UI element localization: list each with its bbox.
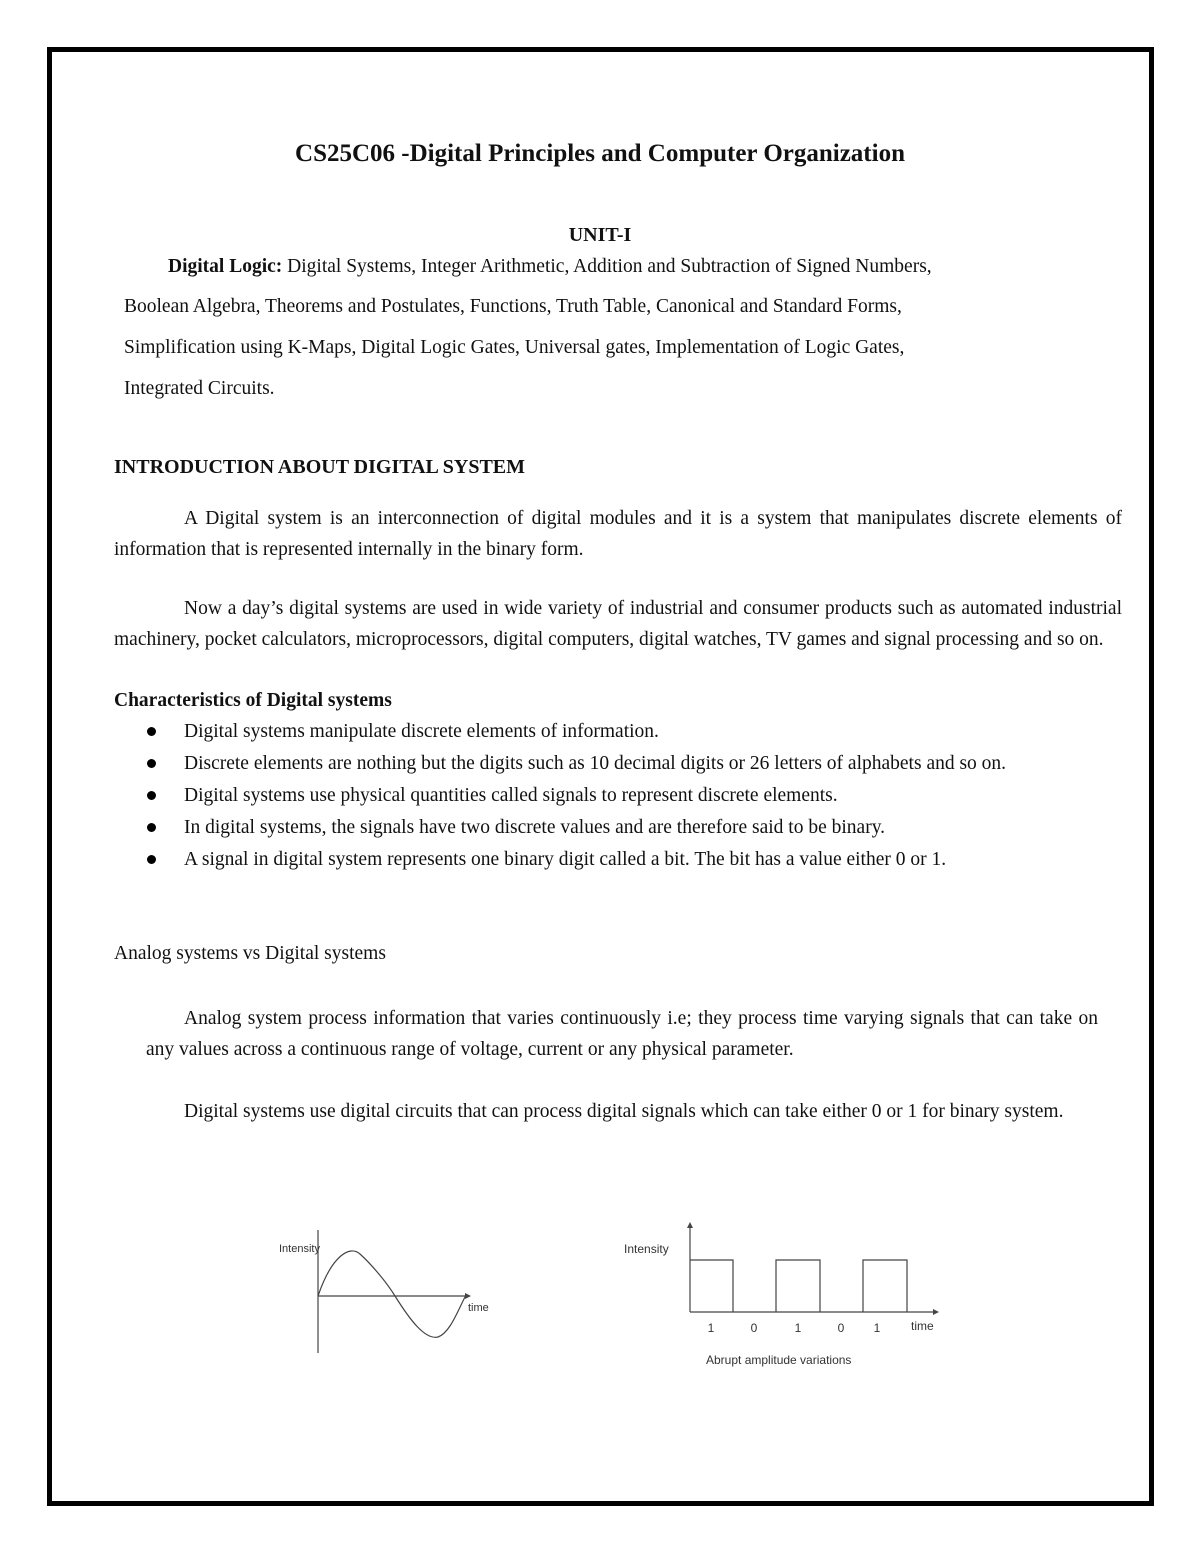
intro-paragraph-1-text: A Digital system is an interconnection of digital modules and it is a system that manipulates discrete elements of information that is represented internally in the binary form.	[114, 508, 1122, 560]
bullet-icon	[147, 791, 156, 800]
intro-paragraph-1	[114, 503, 1122, 565]
intro-paragraph-2-text: Now a day’s digital systems are used in wide variety of industrial and consumer products such as automated industrial machinery, pocket calculators, microprocessors, digital computers, digital watches, TV games and signal processing and so on.	[114, 598, 1122, 650]
analog-paragraph	[146, 1003, 1098, 1065]
bit-label: 0	[750, 1321, 758, 1335]
syllabus-line-3: Simplification using K-Maps, Digital Logic Gates, Universal gates, Implementation of Logic Gates,	[124, 337, 905, 358]
analog-x-label: time	[468, 1302, 489, 1314]
bit-label: 1	[707, 1321, 715, 1335]
digital-signal-figure	[615, 1222, 950, 1372]
syllabus-line-2: Boolean Algebra, Theorems and Postulates, Functions, Truth Table, Canonical and Standard Forms,	[124, 296, 902, 317]
intro-paragraph-2	[114, 593, 1122, 655]
bullet-icon	[147, 855, 156, 864]
syllabus-line-1-text: Digital Systems, Integer Arithmetic, Addition and Subtraction of Signed Numbers,	[282, 256, 932, 277]
bullet-icon	[147, 823, 156, 832]
characteristics-list	[114, 716, 1074, 876]
digital-paragraph	[146, 1096, 1098, 1127]
list-item: Discrete elements are nothing but the digits such as 10 decimal digits or 26 letters of alphabets and so on.	[114, 748, 1074, 780]
bit-label: 1	[794, 1321, 802, 1335]
bit-label: 1	[873, 1321, 881, 1335]
digital-x-arrow-icon	[933, 1309, 939, 1315]
list-item: Digital systems manipulate discrete elements of information.	[114, 716, 1074, 748]
list-item: Digital systems use physical quantities called signals to represent discrete elements.	[114, 780, 1074, 812]
characteristics-heading: Characteristics of Digital systems	[114, 690, 392, 711]
syllabus-line-1	[168, 256, 932, 278]
intro-heading: INTRODUCTION ABOUT DIGITAL SYSTEM	[114, 456, 526, 478]
digital-y-label: Intensity	[624, 1242, 669, 1256]
unit-heading: UNIT-I	[568, 224, 632, 246]
bit-label: 0	[837, 1321, 845, 1335]
analog-signal-figure	[270, 1225, 500, 1360]
analog-sine-wave	[318, 1251, 466, 1337]
digital-y-arrow-icon	[687, 1222, 693, 1228]
bullet-icon	[147, 727, 156, 736]
analog-vs-digital-heading: Analog systems vs Digital systems	[114, 943, 386, 964]
digital-square-wave	[690, 1260, 907, 1312]
list-item: A signal in digital system represents one binary digit called a bit. The bit has a value either 0 or 1.	[114, 844, 1074, 876]
bullet-icon	[147, 759, 156, 768]
document-title: CS25C06 -Digital Principles and Computer Organization	[295, 140, 905, 167]
analog-paragraph-text: Analog system process information that varies continuously i.e; they process time varying signals that can take on any values across a continuous range of voltage, current or any physical parameter.	[146, 1008, 1098, 1060]
syllabus-label: Digital Logic:	[168, 256, 283, 277]
syllabus-line-4: Integrated Circuits.	[124, 378, 275, 399]
list-item: In digital systems, the signals have two discrete values and are therefore said to be binary.	[114, 812, 1074, 844]
digital-paragraph-text: Digital systems use digital circuits that can process digital signals which can take either 0 or 1 for binary system.	[184, 1101, 1064, 1122]
digital-x-label: time	[911, 1319, 934, 1333]
analog-y-label: Intensity	[279, 1243, 320, 1255]
digital-caption: Abrupt amplitude variations	[706, 1353, 852, 1367]
